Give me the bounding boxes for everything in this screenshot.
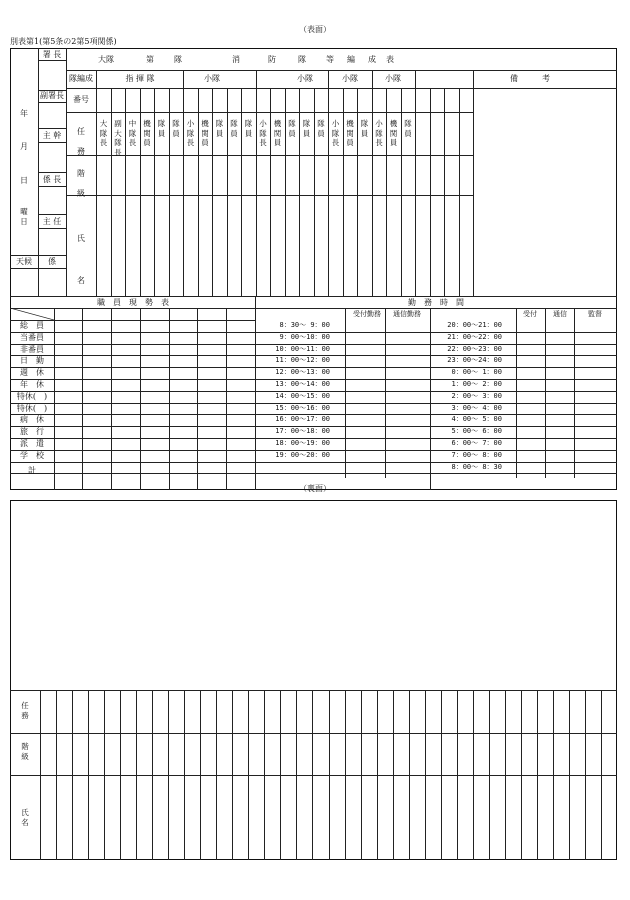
role-label: 機関員 bbox=[201, 119, 209, 147]
weather-label: 天候 bbox=[16, 257, 32, 266]
role-label: 隊員 bbox=[230, 119, 238, 138]
shotai-header-1: 小隊 bbox=[204, 74, 220, 83]
duty-col-header: 監督 bbox=[588, 310, 602, 318]
title-char: 編 bbox=[347, 55, 355, 64]
duty-time-right: 6：00～ 7：00 bbox=[451, 439, 502, 447]
role-label: 中隊長 bbox=[128, 119, 137, 147]
duty-time-left: 9：00～10：00 bbox=[279, 332, 330, 341]
duty-time-right: 22：00～23：00 bbox=[447, 344, 502, 353]
duty-time-left: 17：00～18：00 bbox=[275, 427, 330, 436]
duty-time-left: 8：30～ 9：00 bbox=[279, 321, 330, 329]
role-label: 機関員 bbox=[273, 119, 282, 147]
duty-time-right: 1：00～ 2：00 bbox=[451, 380, 502, 388]
staff-diagonal bbox=[10, 308, 54, 320]
date-day: 日 bbox=[20, 176, 28, 185]
staff-row-label: 非番員 bbox=[20, 344, 44, 354]
staff-row-label: 総 員 bbox=[20, 321, 44, 330]
title-dai: 第 bbox=[146, 55, 154, 64]
back-shimei: 氏名 bbox=[21, 808, 29, 827]
rank-fukushocho: 副署長 bbox=[40, 91, 64, 100]
duty-time-right: 7：00～ 8：00 bbox=[451, 450, 502, 459]
staff-total: 計 bbox=[28, 466, 36, 475]
rank-shocho: 署 長 bbox=[42, 50, 62, 59]
role-label: 隊員 bbox=[244, 119, 253, 138]
duty-time-right: 0：00～ 1：00 bbox=[451, 368, 502, 377]
kakari-label: 係 bbox=[48, 257, 56, 266]
kaikyu-label: 階級 bbox=[77, 169, 85, 198]
role-label: 隊員 bbox=[288, 119, 296, 138]
shotai-header-3: 小隊 bbox=[342, 74, 358, 83]
role-label: 隊員 bbox=[157, 119, 166, 138]
back-kaikyu: 階級 bbox=[21, 742, 29, 761]
staff-row-label: 特休( ) bbox=[16, 391, 48, 401]
duty-time-right: 23：00～24：00 bbox=[447, 356, 502, 365]
ninmu-label: 任務 bbox=[77, 127, 85, 156]
shotai-header-4: 小隊 bbox=[385, 74, 401, 83]
role-label: 隊員 bbox=[317, 119, 325, 138]
role-label: 小隊長 bbox=[331, 119, 340, 147]
title-char: 表 bbox=[386, 55, 394, 64]
duty-time-right: 4：00～ 5：00 bbox=[451, 415, 502, 424]
duty-time-right: 20：00～21：00 bbox=[447, 321, 502, 329]
duty-time-left: 19：00～20：00 bbox=[275, 450, 330, 459]
role-label: 機関員 bbox=[143, 119, 151, 147]
title-tai: 隊 bbox=[174, 55, 182, 64]
shimei-label: 氏名 bbox=[77, 234, 85, 285]
staff-row-label: 病 休 bbox=[20, 415, 44, 425]
duty-time-left: 18：00～19：00 bbox=[275, 439, 330, 447]
duty-table-title: 勤 務 時 間 bbox=[408, 298, 464, 307]
staff-row-label: 週 休 bbox=[20, 368, 44, 378]
role-label: 大隊長 bbox=[99, 119, 108, 147]
staff-row-label: 日 勤 bbox=[20, 356, 44, 366]
duty-time-left: 12：00～13：00 bbox=[275, 368, 330, 377]
duty-time-left: 15：00～16：00 bbox=[275, 403, 330, 412]
title-daitai: 大隊 bbox=[98, 55, 114, 64]
role-label: 隊員 bbox=[215, 119, 224, 138]
duty-time-left: 10：00～11：00 bbox=[275, 344, 330, 353]
staff-table-title: 職 員 現 勢 表 bbox=[97, 298, 169, 307]
rank-shunin: 主 任 bbox=[42, 217, 62, 226]
rank-shukan: 主 幹 bbox=[42, 131, 62, 140]
duty-time-right: 21：00～22：00 bbox=[447, 332, 502, 341]
shiki-tai-header: 指 揮 隊 bbox=[125, 74, 155, 83]
role-label: 機関員 bbox=[346, 119, 354, 147]
front-label: （表面） bbox=[299, 25, 331, 34]
title-char: 防 bbox=[268, 55, 276, 64]
duty-time-left: 14：00～15：00 bbox=[275, 391, 330, 400]
back-label: （裏面） bbox=[299, 484, 331, 493]
role-label: 隊員 bbox=[302, 119, 311, 138]
staff-row-label: 当番員 bbox=[20, 332, 44, 342]
title-char: 等 bbox=[326, 55, 334, 64]
role-label: 小隊長 bbox=[259, 119, 267, 147]
back-ninmu: 任務 bbox=[21, 701, 29, 720]
date-month: 月 bbox=[20, 142, 28, 151]
role-label: 隊員 bbox=[404, 119, 412, 138]
title-char: 成 bbox=[368, 55, 376, 64]
duty-time-left: 13：00～14：00 bbox=[275, 380, 330, 388]
duty-time-right: 5：00～ 6：00 bbox=[451, 427, 502, 436]
duty-time-left: 11：00～12：00 bbox=[275, 356, 330, 365]
role-label: 隊員 bbox=[172, 119, 180, 138]
taihensei-label: 隊編成 bbox=[69, 74, 93, 83]
bango-label: 番号 bbox=[73, 95, 89, 104]
staff-row-label: 特休( ) bbox=[16, 403, 48, 413]
role-label: 副大隊長 bbox=[114, 119, 122, 157]
title-char: 消 bbox=[232, 55, 240, 64]
staff-row-label: 年 休 bbox=[20, 380, 44, 389]
date-weekday: 曜日 bbox=[20, 207, 28, 226]
role-label: 小隊長 bbox=[375, 119, 383, 147]
role-label: 隊員 bbox=[360, 119, 369, 138]
staff-row-label: 派 遣 bbox=[20, 439, 44, 448]
staff-row-label: 旅 行 bbox=[20, 427, 44, 437]
form-reference: 別表第1(第5条の2第5項関係) bbox=[10, 37, 117, 46]
duty-time-right: 3：00～ 4：00 bbox=[451, 403, 502, 412]
shotai-header-2: 小隊 bbox=[297, 74, 313, 83]
role-label: 小隊長 bbox=[186, 119, 195, 147]
back-frame bbox=[10, 500, 617, 860]
date-year: 年 bbox=[20, 109, 28, 118]
duty-time-right: 2：00～ 3：00 bbox=[451, 391, 502, 400]
duty-col-header: 受付 bbox=[523, 310, 537, 318]
duty-col-header: 通信勤務 bbox=[393, 310, 421, 318]
duty-col-header: 通信 bbox=[553, 310, 567, 318]
biko-header: 備 考 bbox=[510, 74, 550, 83]
duty-col-header: 受付勤務 bbox=[353, 310, 381, 318]
rank-kakaricho: 係 長 bbox=[42, 175, 62, 184]
duty-time-right: 8：00～ 8：30 bbox=[451, 462, 502, 471]
role-label: 機関員 bbox=[389, 119, 398, 147]
title-char: 隊 bbox=[298, 55, 306, 64]
staff-row-label: 学 校 bbox=[20, 450, 44, 460]
duty-time-left: 16：00～17：00 bbox=[275, 415, 330, 424]
